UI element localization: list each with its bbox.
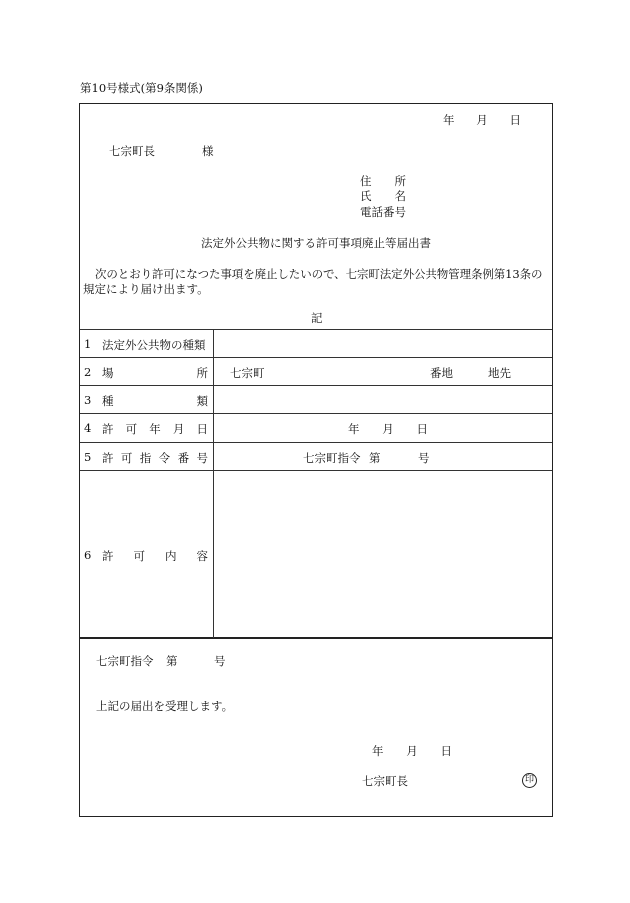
table-top-line xyxy=(80,329,552,330)
permit-shirei: 七宗町指令 xyxy=(303,451,361,465)
label-phone: 電話番号 xyxy=(360,205,406,219)
location-town: 七宗町 xyxy=(230,366,265,380)
permit-dai: 第 xyxy=(369,451,381,465)
receipt-date: 年 月 日 xyxy=(372,744,452,758)
seal-mark: 印 xyxy=(522,773,537,788)
row-divider xyxy=(80,357,552,358)
row-divider xyxy=(80,442,552,443)
submission-date: 年 月 日 xyxy=(443,113,521,127)
row-label-permit-date: 許 可 年 月 日 xyxy=(102,422,208,436)
row-number: 1 xyxy=(84,337,92,351)
label-name: 氏 名 xyxy=(360,189,406,203)
row-label-permit-number: 許 可 指 令 番 号 xyxy=(102,451,208,465)
location-banchi: 番地 xyxy=(430,366,453,380)
receipt-dai: 第 xyxy=(166,654,178,668)
label-address: 住 所 xyxy=(360,174,406,188)
ki-marker: 記 xyxy=(311,311,323,325)
row-number: 6 xyxy=(84,548,92,562)
form-number: 第10号様式(第9条関係) xyxy=(80,81,203,95)
receipt-go: 号 xyxy=(214,654,226,668)
body-text-line1: 次のとおり許可になつた事項を廃止したいので、七宗町法定外公共物管理条例第13条の xyxy=(95,267,543,281)
permit-date-value: 年 月 日 xyxy=(348,422,428,436)
body-text-line2: 規定により届け出ます。 xyxy=(83,282,209,296)
row-number: 4 xyxy=(84,421,92,435)
row-number: 3 xyxy=(84,393,92,407)
row-divider xyxy=(80,413,552,414)
row-label-type: 種 類 xyxy=(102,394,208,408)
row-number: 5 xyxy=(84,450,92,464)
receipt-chief: 七宗町長 xyxy=(362,774,408,788)
table-column-divider xyxy=(213,329,214,638)
addressee-honorific: 様 xyxy=(202,144,214,158)
document-title: 法定外公共物に関する許可事項廃止等届出書 xyxy=(201,236,431,250)
receipt-statement: 上記の届出を受理します。 xyxy=(96,699,234,713)
receipt-shirei: 七宗町指令 xyxy=(96,654,154,668)
row-label-kind: 法定外公共物の種類 xyxy=(102,338,206,352)
row-number: 2 xyxy=(84,365,92,379)
location-saki: 地先 xyxy=(488,366,511,380)
row-label-permit-content: 許 可 内 容 xyxy=(102,549,208,563)
permit-go: 号 xyxy=(418,451,430,465)
row-divider xyxy=(80,470,552,471)
row-divider xyxy=(80,385,552,386)
addressee-name: 七宗町長 xyxy=(109,144,155,158)
row-label-location: 場 所 xyxy=(102,366,208,380)
